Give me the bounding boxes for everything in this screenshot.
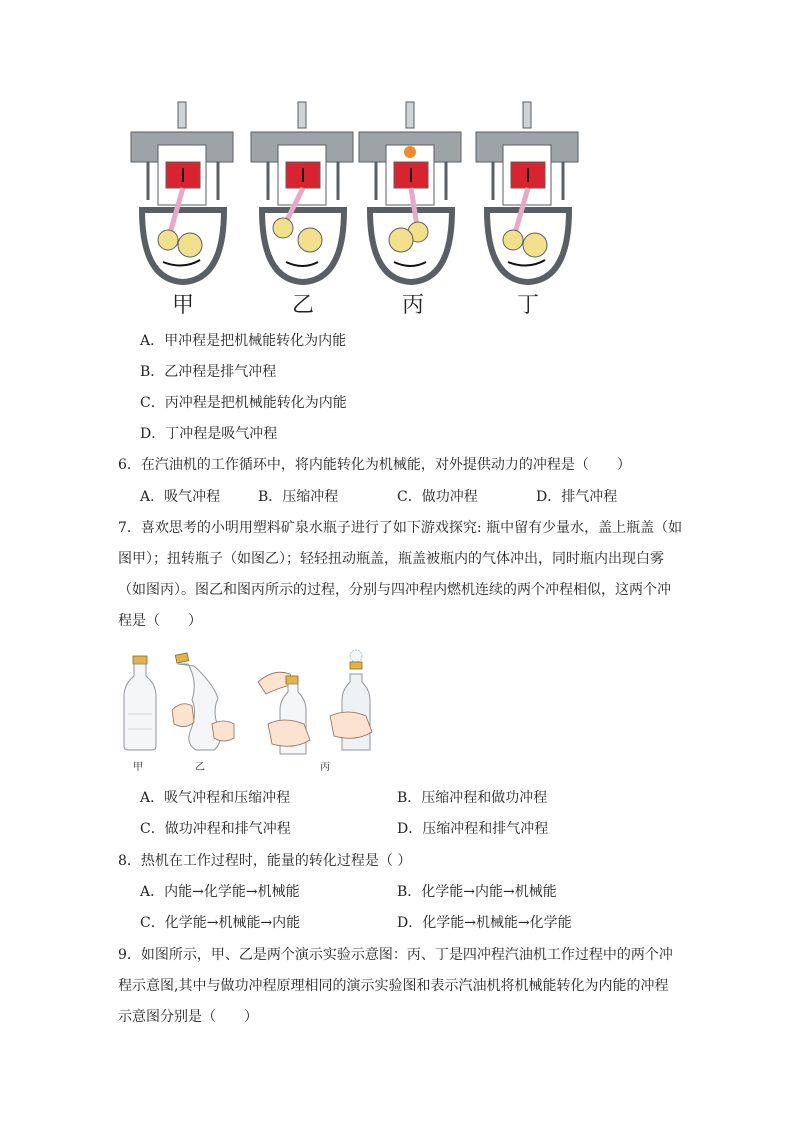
bottle-jia	[120, 654, 160, 754]
engine-label-bing: 丙	[401, 293, 424, 318]
q8-option-d: D．化学能→机械能→化学能	[397, 915, 572, 931]
bottle-bing-right	[326, 648, 396, 760]
q5-option-d: D．丁冲程是吸气冲程	[140, 426, 278, 442]
q5-option-c: C．丙冲程是把机械能转化为内能	[140, 395, 347, 411]
q7-option-b: B．压缩冲程和做功冲程	[397, 790, 548, 806]
engine-label-jia: 甲	[171, 293, 194, 318]
q8-stem: 8．热机在工作过程时，能量的转化过程是（ ）	[118, 853, 412, 869]
q5-option-a: A．甲冲程是把机械能转化为内能	[140, 333, 347, 349]
bottle-yi	[168, 652, 240, 757]
q7-stem-line-2: 图甲）；扭转瓶子（如图乙）；轻轻扭动瓶盖，瓶盖被瓶内的气体冲出，同时瓶内出现白雾	[118, 551, 664, 567]
bottle-label-yi: 乙	[195, 762, 205, 773]
engine-diagram-ding	[473, 100, 583, 285]
q6-option-c: C．做功冲程	[397, 489, 478, 505]
engine-stroke-figure	[128, 100, 588, 325]
q7-stem-line-1: 7．喜欢思考的小明用塑料矿泉水瓶子进行了如下游戏探究: 瓶中留有少量水，盖上瓶盖（如	[118, 520, 683, 536]
engine-diagram-bing	[356, 100, 466, 285]
engine-label-yi: 乙	[291, 293, 314, 318]
q9-stem-line-1: 9．如图所示，甲、乙是两个演示实验示意图：丙、丁是四冲程汽油机工作过程中的两个冲	[118, 947, 673, 963]
engine-label-ding: 丁	[516, 293, 539, 318]
q7-stem-line-4: 程是（ ）	[118, 613, 202, 629]
bottle-label-bing: 丙	[320, 762, 330, 773]
q7-option-a: A．吸气冲程和压缩冲程	[140, 790, 291, 806]
q7-option-c: C．做功冲程和排气冲程	[140, 821, 291, 837]
engine-diagram-jia	[128, 100, 238, 285]
q6-option-d: D．排气冲程	[536, 489, 618, 505]
q8-option-b: B．化学能→内能→机械能	[397, 884, 557, 900]
q8-option-c: C．化学能→机械能→内能	[140, 915, 301, 931]
q9-stem-line-2: 程示意图,其中与做功冲程原理相同的演示实验图和表示汽油机将机械能转化为内能的冲程	[118, 978, 669, 994]
q7-option-d: D．压缩冲程和排气冲程	[397, 821, 549, 837]
engine-diagram-yi	[248, 100, 358, 285]
q8-option-a: A．内能→化学能→机械能	[140, 884, 300, 900]
q9-stem-line-3: 示意图分别是（ ）	[118, 1009, 258, 1025]
q6-option-b: B．压缩冲程	[258, 489, 339, 505]
q7-stem-line-3: （如图丙）。图乙和图丙所示的过程，分别与四冲程内燃机连续的两个冲程相似，这两个冲	[118, 582, 671, 598]
q5-option-b: B．乙冲程是排气冲程	[140, 364, 277, 380]
bottle-label-jia: 甲	[133, 762, 143, 773]
q6-option-a: A．吸气冲程	[140, 489, 221, 505]
bottle-experiment-figure	[118, 648, 388, 778]
q6-stem: 6．在汽油机的工作循环中，将内能转化为机械能，对外提供动力的冲程是（ ）	[118, 457, 631, 473]
bottle-bing-left	[254, 654, 324, 764]
